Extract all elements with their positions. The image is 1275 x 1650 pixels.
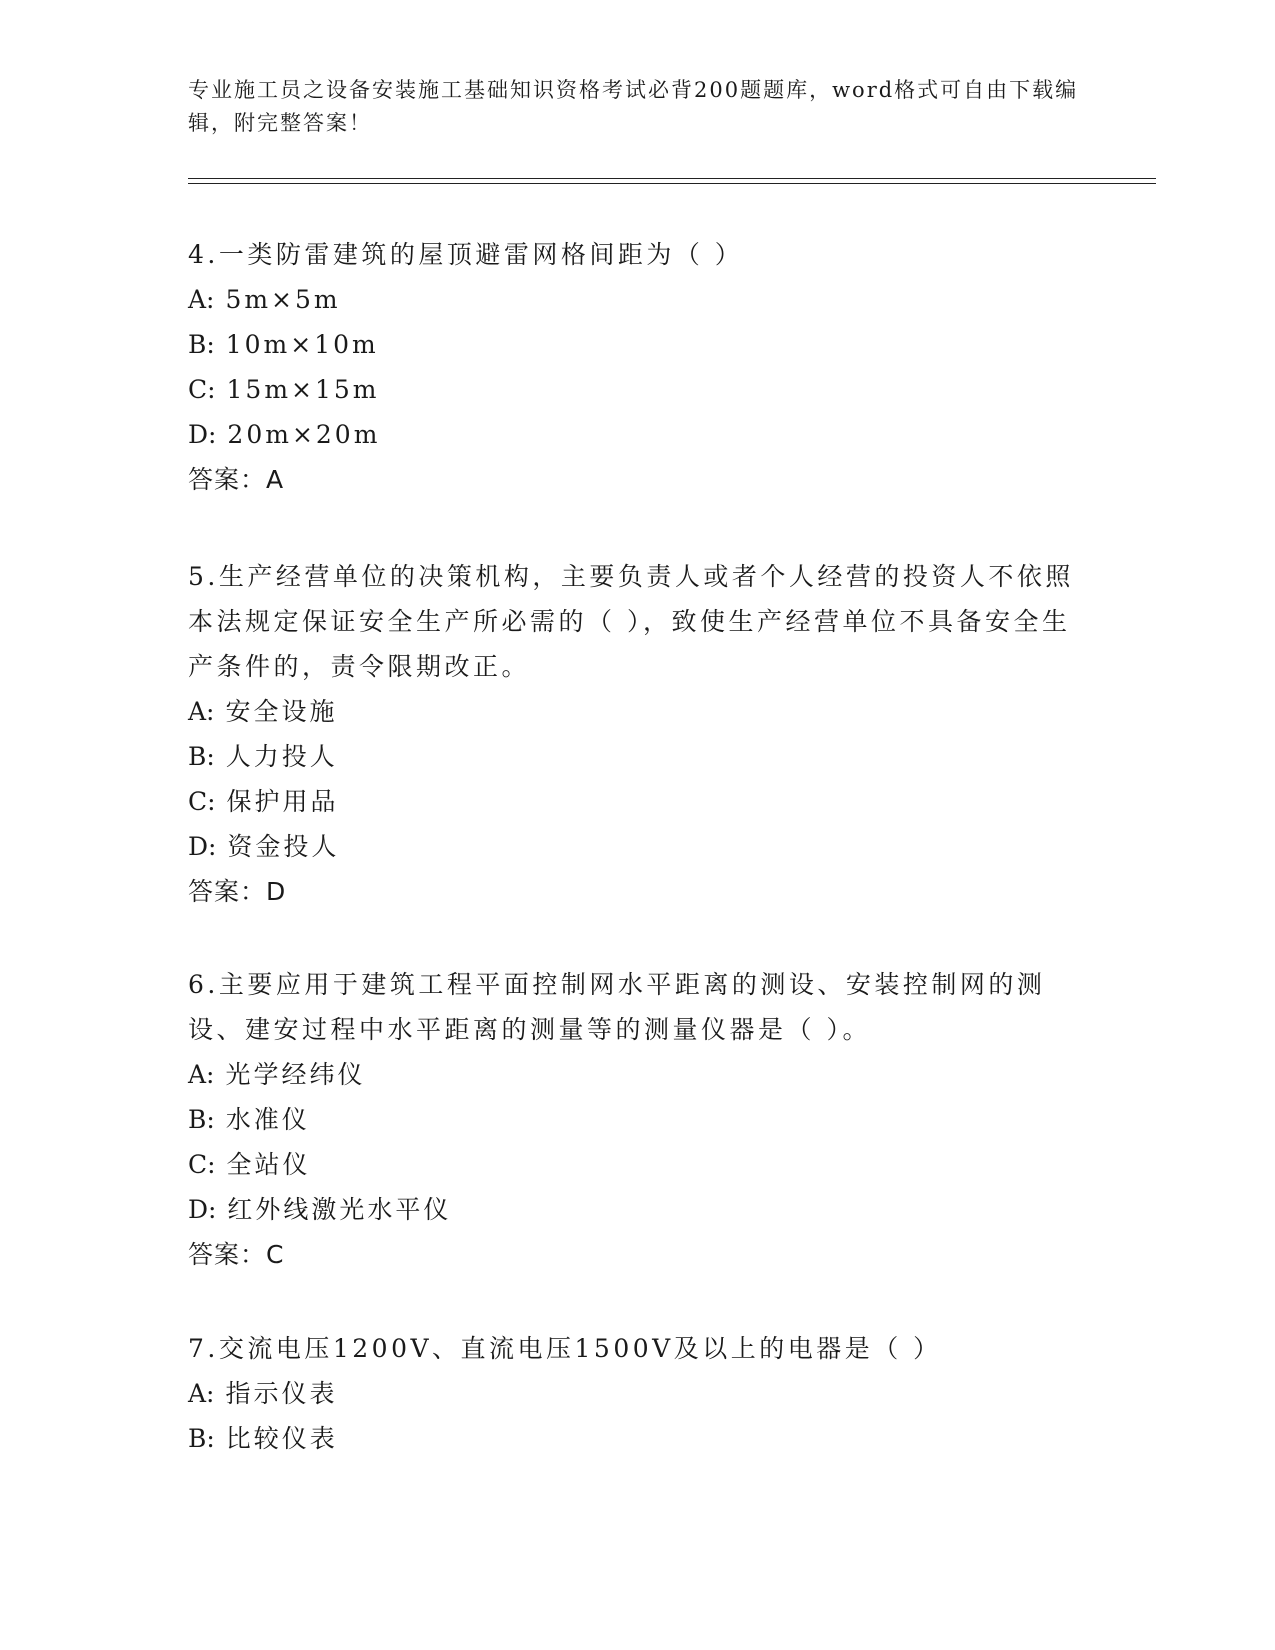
option-letter: B: xyxy=(188,1424,215,1453)
question-stem: 7.交流电压1200V、直流电压1500V及以上的电器是（ ） xyxy=(188,1334,942,1363)
option-letter: A: xyxy=(188,1379,215,1408)
option-b xyxy=(188,1416,1088,1461)
option-a xyxy=(188,1052,1088,1097)
option-letter: D: xyxy=(188,1195,217,1224)
option-text: 保护用品 xyxy=(226,787,339,816)
option-text: 20m×20m xyxy=(227,420,381,449)
answer-line: 答案：C xyxy=(188,1240,285,1269)
option-text: 10m×10m xyxy=(225,330,379,359)
option-text: 红外线激光水平仪 xyxy=(227,1195,452,1224)
option-letter: C: xyxy=(188,375,216,404)
option-d xyxy=(188,824,1088,869)
option-text: 全站仪 xyxy=(226,1150,311,1179)
question-6 xyxy=(188,962,1088,1277)
option-letter: B: xyxy=(188,330,215,359)
option-letter: C: xyxy=(188,1150,216,1179)
option-text: 人力投人 xyxy=(225,742,338,771)
header-divider-bottom xyxy=(188,183,1156,184)
option-text: 水准仪 xyxy=(225,1105,310,1134)
option-c xyxy=(188,779,1088,824)
option-text: 指示仪表 xyxy=(225,1379,338,1408)
option-text: 资金投人 xyxy=(227,832,340,861)
option-d xyxy=(188,1187,1088,1232)
option-letter: D: xyxy=(188,832,217,861)
option-letter: A: xyxy=(188,285,215,314)
option-b xyxy=(188,322,1088,367)
question-stem: 5.生产经营单位的决策机构，主要负责人或者个人经营的投资人不依照本法规定保证安全生产所必需的（ ），致使生产经营单位不具备安全生产条件的，责令限期改正。 xyxy=(188,562,1074,681)
answer-line: 答案：A xyxy=(188,465,285,494)
question-7 xyxy=(188,1326,1088,1461)
question-stem: 4.一类防雷建筑的屋顶避雷网格间距为（ ） xyxy=(188,240,744,269)
option-letter: A: xyxy=(188,1060,215,1089)
option-letter: B: xyxy=(188,1105,215,1134)
option-text: 比较仪表 xyxy=(225,1424,338,1453)
answer-line: 答案：D xyxy=(188,877,287,906)
option-a xyxy=(188,1371,1088,1416)
option-b xyxy=(188,1097,1088,1142)
option-d xyxy=(188,412,1088,457)
option-letter: B: xyxy=(188,742,215,771)
option-text: 光学经纬仪 xyxy=(225,1060,366,1089)
question-4 xyxy=(188,232,1088,502)
option-a xyxy=(188,689,1088,734)
option-c xyxy=(188,367,1088,412)
header-divider-top xyxy=(188,178,1156,179)
option-b xyxy=(188,734,1088,779)
option-letter: A: xyxy=(188,697,215,726)
option-a xyxy=(188,277,1088,322)
option-text: 15m×15m xyxy=(226,375,380,404)
option-c xyxy=(188,1142,1088,1187)
document-header: 专业施工员之设备安装施工基础知识资格考试必背200题题库，word格式可自由下载编辑，附完整答案！ xyxy=(188,78,1079,135)
question-stem: 6.主要应用于建筑工程平面控制网水平距离的测设、安装控制网的测设、建安过程中水平距离的测量等的测量仪器是（ ）。 xyxy=(188,970,1046,1044)
option-text: 5m×5m xyxy=(225,285,341,314)
option-letter: C: xyxy=(188,787,216,816)
option-text: 安全设施 xyxy=(225,697,338,726)
question-5 xyxy=(188,554,1088,914)
option-letter: D: xyxy=(188,420,217,449)
